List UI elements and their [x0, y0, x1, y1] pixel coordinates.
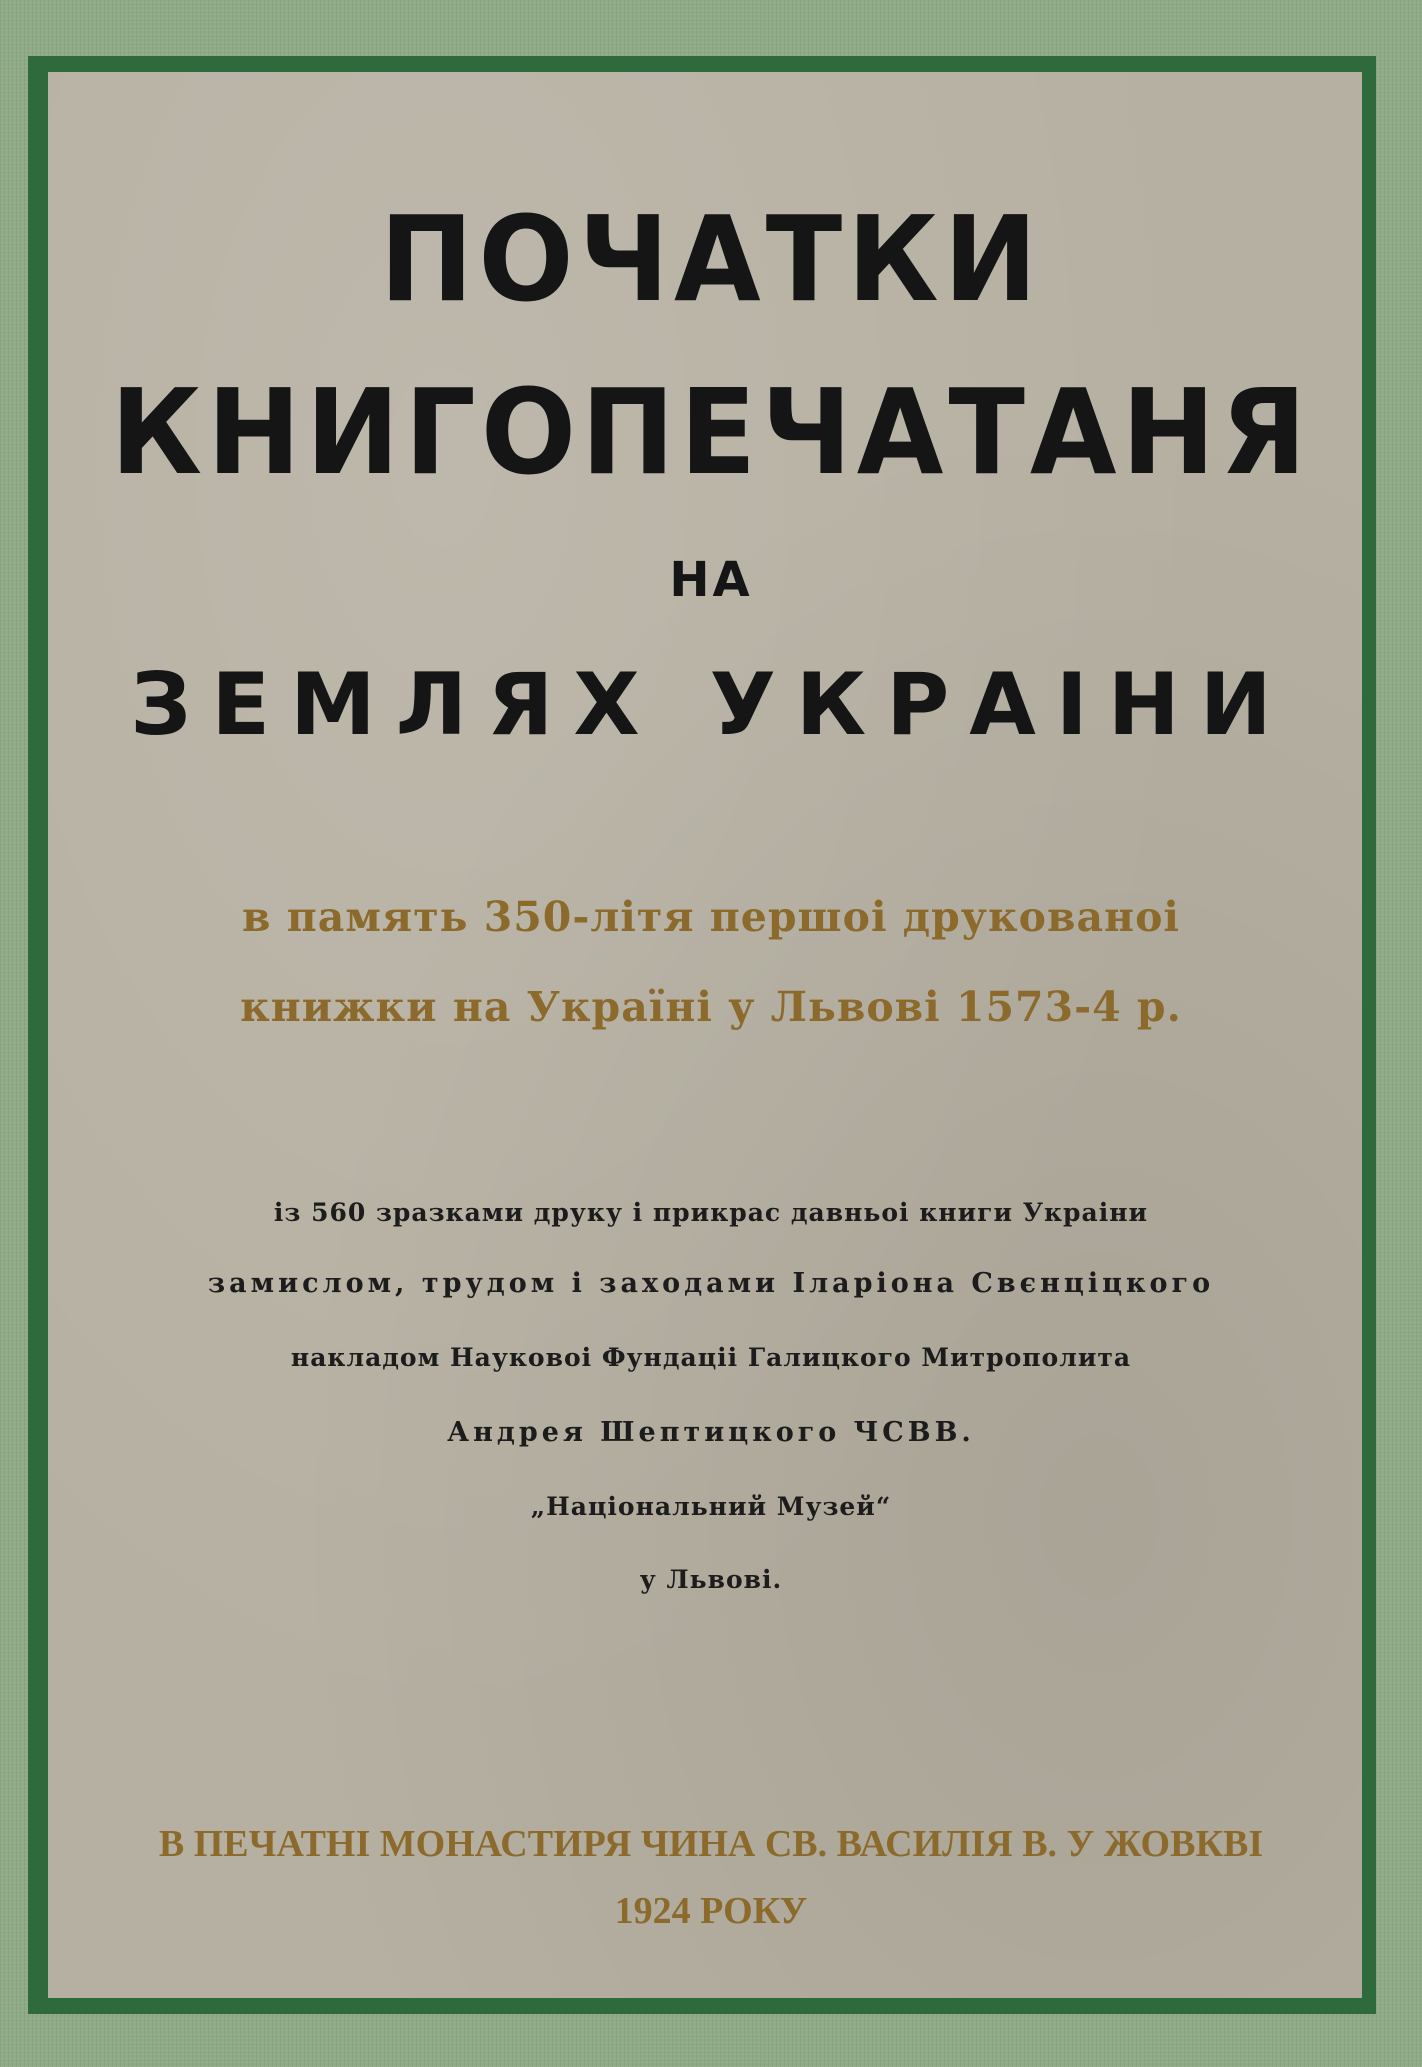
title-line-1: ПОЧАТКИ — [379, 191, 1043, 329]
title-line-4: ЗЕМЛЯХ УКРАІНИ — [130, 655, 1292, 755]
description-line-4: Андрея Шептицкого ЧСВВ. — [447, 1417, 975, 1448]
description-line-3: накладом Науковоі Фундаціі Галицкого Митрополита — [290, 1343, 1132, 1372]
dedication-line-2: книжки на Україні у Львові 1573-4 р. — [240, 983, 1182, 1031]
title-line-3: НА — [669, 552, 753, 608]
title-line-2: КНИГОПЕЧАТАНЯ — [110, 364, 1312, 502]
imprint-line-1: В ПЕЧАТНІ МОНАСТИРЯ ЧИНА СВ. ВАСИЛІЯ В. У ЖОВКВІ — [158, 1823, 1264, 1865]
description-line-1: із 560 зразками друку і прикрас давньоі книги Украіни — [273, 1198, 1149, 1227]
imprint-line-2: 1924 РОКУ — [614, 1890, 808, 1932]
dedication-line-1: в память 350-літя першоі друкованоі — [241, 893, 1180, 941]
cover-paper — [48, 72, 1362, 1998]
description-line-5: „Національний Музей“ — [530, 1492, 892, 1521]
description-line-6: у Львові. — [639, 1565, 783, 1594]
description-line-2: замислом, трудом і заходами Іларіона Свєнціцкого — [207, 1268, 1215, 1299]
